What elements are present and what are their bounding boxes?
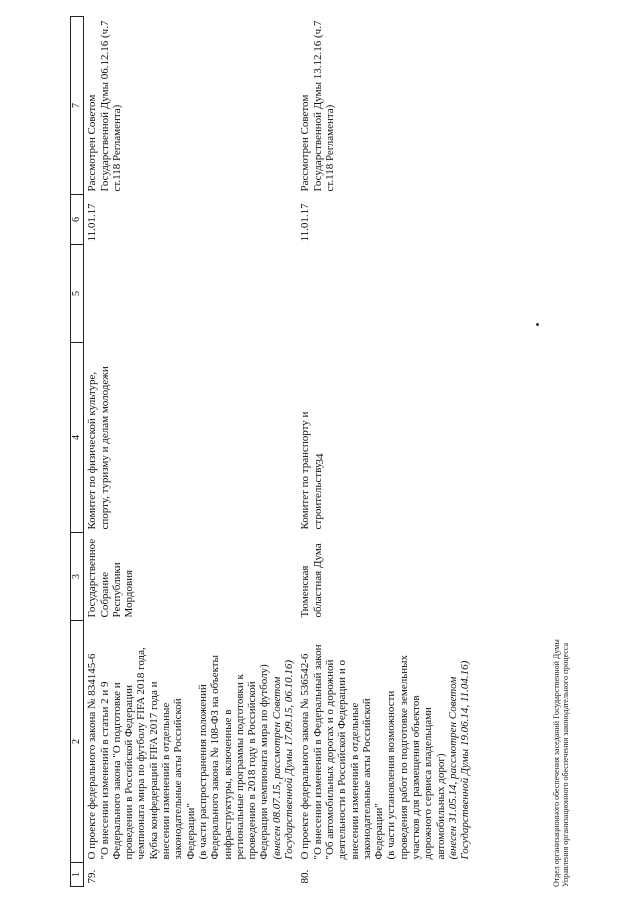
bill-line: внесении изменений в отдельные <box>348 702 361 860</box>
bill-line: проведении в Российской Федерации <box>123 685 136 860</box>
bill-line: деятельности в Российской Федерации и о <box>336 660 349 860</box>
footer-line: Отдел организационного обеспечения заседаний Государственной Думы <box>552 639 561 887</box>
bill-note: (внесен 08.07.15, рассмотрен Советом Государственной Думы 17.09.15, 06.10.16) <box>270 659 296 860</box>
page-number: 34 <box>314 453 326 465</box>
date-cell: 11.01.17 <box>86 203 99 242</box>
footer <box>552 287 570 887</box>
column-header: 3 <box>71 533 84 621</box>
document-sheet <box>70 17 570 887</box>
bill-line: Федерации" <box>373 803 386 860</box>
bill-line: проведению в 2018 году в Российской <box>246 681 259 860</box>
column-header: 6 <box>71 195 84 245</box>
column-header: 7 <box>71 17 84 195</box>
column-header: 1 <box>71 863 84 887</box>
row-number: 79. <box>86 869 99 884</box>
column-header: 2 <box>71 621 84 863</box>
bill-line: "О внесении изменений в статьи 2 и 9 <box>98 681 111 860</box>
col5-cell <box>297 245 473 343</box>
committee: Комитет по транспорту и строительству <box>299 411 324 530</box>
bill-line: "О внесении изменений в Федеральный закон <box>311 644 324 860</box>
bill-line: региональные программы подготовки к <box>233 674 246 860</box>
row-number: 80. <box>299 869 312 884</box>
bill-line: (в части распространения положений <box>196 684 209 860</box>
status-cell: Рассмотрен Советом Государственной Думы 13.12.16 (ч.7 ст.118 Регламента) <box>299 20 336 192</box>
bill-line: Кубка конфедераций FIFA 2017 года и <box>147 681 160 860</box>
bill-line: чемпионата мира по футболу FIFA 2018 года, <box>135 647 148 860</box>
status-cell: Рассмотрен Советом Государственной Думы 06.12.16 (ч.7 ст.118 Регламента) <box>86 20 123 192</box>
table-row <box>297 17 473 887</box>
committee: Комитет по физической культуре, спорту, туризму и делам молодежи <box>86 366 111 530</box>
bill-line: автомобильных дорог) <box>434 753 447 860</box>
date-cell: 11.01.17 <box>299 203 312 242</box>
bills-table <box>70 16 474 887</box>
bill-line: Федерального закона "О подготовке и <box>110 682 123 860</box>
bill-line: "Об автомобильных дорогах и о дорожной <box>323 659 336 860</box>
footer-line: Управления организационного обеспечения законодательного процесса <box>561 642 570 887</box>
bill-description <box>84 621 298 863</box>
bill-line: законодательные акты Российской <box>360 698 373 860</box>
bill-note: (внесен 31.05.14, рассмотрен Советом Государственной Думы 19.06.14, 11.04.16) <box>446 660 472 860</box>
scan-dot <box>536 323 539 326</box>
bill-line: Федерального закона № 108-ФЗ на объекты <box>209 655 222 860</box>
header-row <box>71 17 84 887</box>
bill-line: О проекте федерального закона № 536542-6 <box>299 653 312 860</box>
column-header: 4 <box>71 343 84 533</box>
bill-line: инфраструктуры, включенные в <box>221 709 234 860</box>
bill-line: О проекте федерального закона № 834145-6 <box>86 653 99 860</box>
col5-cell <box>84 245 298 343</box>
bill-line: (в части установления возможности <box>385 690 398 860</box>
bill-line: дорожного сервиса владельцами <box>422 707 435 860</box>
bill-line: законодательные акты Российской <box>172 698 185 860</box>
initiator: Тюменская областная Дума <box>299 543 324 618</box>
bill-line: внесении изменений в отдельные <box>160 702 173 860</box>
initiator: Государственное Собрание Республики Мордовия <box>86 538 136 618</box>
bill-line: участков для размещения объектов <box>410 695 423 860</box>
bill-line: Федерации чемпионата мира по футболу) <box>258 664 271 860</box>
table-row <box>84 17 298 887</box>
bill-line: проведения работ по подготовке земельных <box>397 654 410 860</box>
bill-description <box>297 621 473 863</box>
column-header: 5 <box>71 245 84 343</box>
bill-line: Федерации" <box>184 803 197 860</box>
